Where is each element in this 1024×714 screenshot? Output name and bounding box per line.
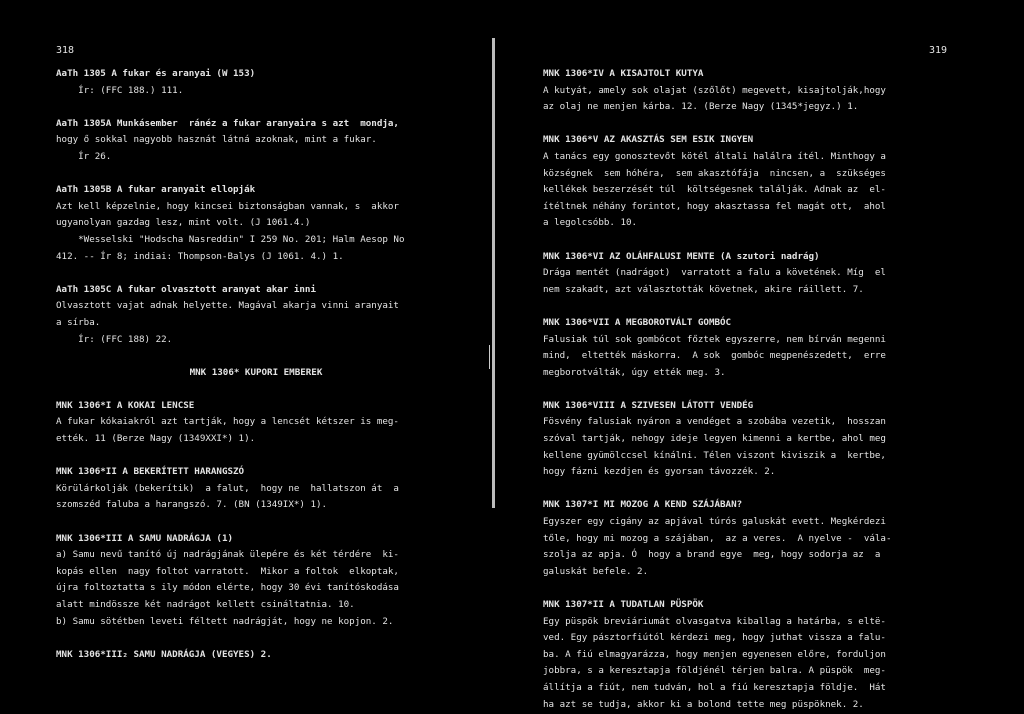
text-line: b) Samu sötétben leveti féltett nadrágját, hogy ne kopjon. 2. [56,615,394,627]
entry-heading: MNK 1306*III₂ SAMU NADRÁGJA (VEGYES) 2. [56,648,272,660]
blank-line [56,448,456,465]
text-line: Egyszer egy cigány az apjával túrós galuskát evett. Megkérdezi [543,516,886,528]
text-line: kellékek beszerzését túl költségesnek találják. Adnak az el- [543,184,886,196]
text-line: a sírba. [56,316,101,328]
blank-line [543,232,953,249]
text-line: szomszéd faluba a harangszó. 7. (BN (1349IX*) 1). [56,499,328,511]
page-number-right: 319 [929,45,948,56]
text-line: A fukar kókaiakról azt tartják, hogy a lencsét kétszer is meg- [56,416,399,428]
text-line: községnek sem hóhéra, sem akasztófája nincsen, a szükséges [543,167,886,179]
text-line: a) Samu nevű tanító új nadrágjának ülepére és két térdére ki- [56,549,399,561]
text-line: ha azt se tudja, akkor ki a bolond tette meg püspöknek. 2. [543,698,864,710]
left-column [56,66,456,663]
entry-heading: MNK 1307*I MI MOZOG A KEND SZÁJÁBAN? [543,499,743,511]
text-line: A tanács egy gonosztevőt kötél általi halálra ítél. Minthogy a [543,150,886,162]
text-line: Ír: (FFC 188.) 111. [56,84,184,96]
text-line: kellene gyümölccsel kínálni. Télen viszont kiviszik a kertbe, [543,449,886,461]
blank-line [543,580,953,597]
blank-line [543,381,953,398]
text-line: ették. 11 (Berze Nagy (1349XXI*) 1). [56,433,256,445]
text-line: *Wesselski "Hodscha Nasreddin" I 259 No. 201; Halm Aesop No [56,233,405,245]
entry-heading: AaTh 1305C A fukar olvasztott aranyat akar inni [56,283,316,295]
text-line: Olvasztott vajat adnak helyette. Magával akarja vinni aranyait [56,300,399,312]
blank-line [543,481,953,498]
text-line: Ír 26. [56,150,112,162]
entry-heading: AaTh 1305A Munkásember ránéz a fukar aranyaira s azt mondja, [56,117,399,129]
entry-heading: AaTh 1305 A fukar és aranyai (W 153) [56,68,256,79]
text-line: nem szakadt, azt választották követnek, akire ráillett. 7. [543,283,864,295]
text-line: A kutyát, amely sok olajat (szőlőt) megevett, kisajtolják,hogy [543,84,886,96]
text-line: ba. A fiú elmagyarázza, hogy menjen egyenesen előre, forduljon [543,648,886,660]
text-line: Falusiak túl sok gombócot főztek egyszerre, nem bírván megenni [543,333,886,345]
entry-heading: MNK 1306*VIII A SZIVESEN LÁTOTT VENDÉG [543,399,754,411]
text-line: ugyanolyan gazdag lesz, mint volt. (J 1061.4.) [56,217,311,229]
entry-heading: MNK 1306*II A BEKERÍTETT HARANGSZÓ [56,466,245,478]
text-line: állítja a fiút, nem tudván, hol a fiú keresztapja földje. Hát [543,681,886,693]
text-line: Körülárkolják (bekerítik) a falut, hogy ne hallatszon át a [56,482,399,494]
blank-line [56,348,456,365]
page-number-left: 318 [56,45,75,56]
text-line: szóval tartják, nehogy ideje legyen kimenni a kertbe, ahol meg [543,433,886,445]
blank-line [56,99,456,116]
text-line: az olaj ne menjen kárba. 12. (Berze Nagy (1345*jegyz.) 1. [543,101,859,113]
blank-line [56,630,456,647]
blank-line [56,514,456,531]
blank-line [56,381,456,398]
text-line: kopás ellen nagy foltot varratott. Mikor a foltok elkoptak, [56,565,399,577]
entry-heading: MNK 1306*VII A MEGBOROTVÁLT GOMBÓC [543,316,732,328]
entry-heading: MNK 1306*I A KOKAI LENCSE [56,399,195,411]
text-line: Ír: (FFC 188) 22. [56,333,173,345]
page-gutter [492,38,495,508]
text-line: szolja az apja. Ó hogy a brand egye meg, hogy sodorja az a [543,549,881,561]
text-line: hogy fázni kezdjen és gyorsan távozzék. 2. [543,466,776,478]
blank-line [56,166,456,183]
text-line: ved. Egy pásztorfiútól kérdezi meg, hogy juthat vissza a falu- [543,632,886,644]
text-line: Drága mentét (nadrágot) varratott a falu a követének. Míg el [543,267,886,279]
entry-heading: MNK 1306*IV A KISAJTOLT KUTYA [543,68,704,79]
text-line: a legolcsóbb. 10. [543,217,638,229]
text-line: megborotválták, úgy ették meg. 3. [543,366,726,378]
entry-heading: MNK 1306*V AZ AKASZTÁS SEM ESIK INGYEN [543,134,754,146]
blank-line [543,298,953,315]
right-column [543,66,953,713]
entry-heading: MNK 1307*II A TUDATLAN PÜSPÖK [543,599,704,610]
entry-heading: AaTh 1305B A fukar aranyait ellopják [56,184,256,196]
gutter-mark [489,345,490,369]
text-line: mind, eltették máskorra. A sok gombóc megpenészedett, erre [543,350,886,362]
text-line: Fösvény falusiak nyáron a vendéget a szobába vezetik, hosszan [543,416,886,428]
text-line: Egy püspök breviáriumát olvasgatva kiballag a határba, s eltë- [543,615,886,627]
entry-heading: MNK 1306* KUPORI EMBEREK [189,366,323,378]
blank-line [56,265,456,282]
text-line: jobbra, s a keresztapja földjénél térjen balra. A püspök meg- [543,665,886,677]
entry-heading: MNK 1306*III A SAMU NADRÁGJA (1) [56,532,234,544]
text-line: ítéltnek néhány forintot, hogy akasztassa fel magát ott, ahol [543,200,886,212]
text-line: Azt kell képzelnie, hogy kincsei biztonságban vannak, s akkor [56,200,399,212]
text-line: alatt mindössze két nadrágot kellett csináltatnia. 10. [56,599,355,610]
blank-line [543,116,953,133]
text-line: hogy ő sokkal nagyobb hasznát látná azoknak, mint a fukar. [56,134,377,146]
entry-heading: MNK 1306*VI AZ OLÁHFALUSI MENTE (A szutori nadrág) [543,250,820,262]
text-line: újra foltoztatta s ily módon elérte, hogy 30 évi tanítóskodása [56,582,399,594]
text-line: tőle, hogy mi mozog a szájában, az a veres. A nyelve - vála- [543,532,892,544]
text-line: 412. -- Ír 8; indiai: Thompson-Balys (J 1061. 4.) 1. [56,250,344,262]
text-line: galuskát befele. 2. [543,565,649,577]
